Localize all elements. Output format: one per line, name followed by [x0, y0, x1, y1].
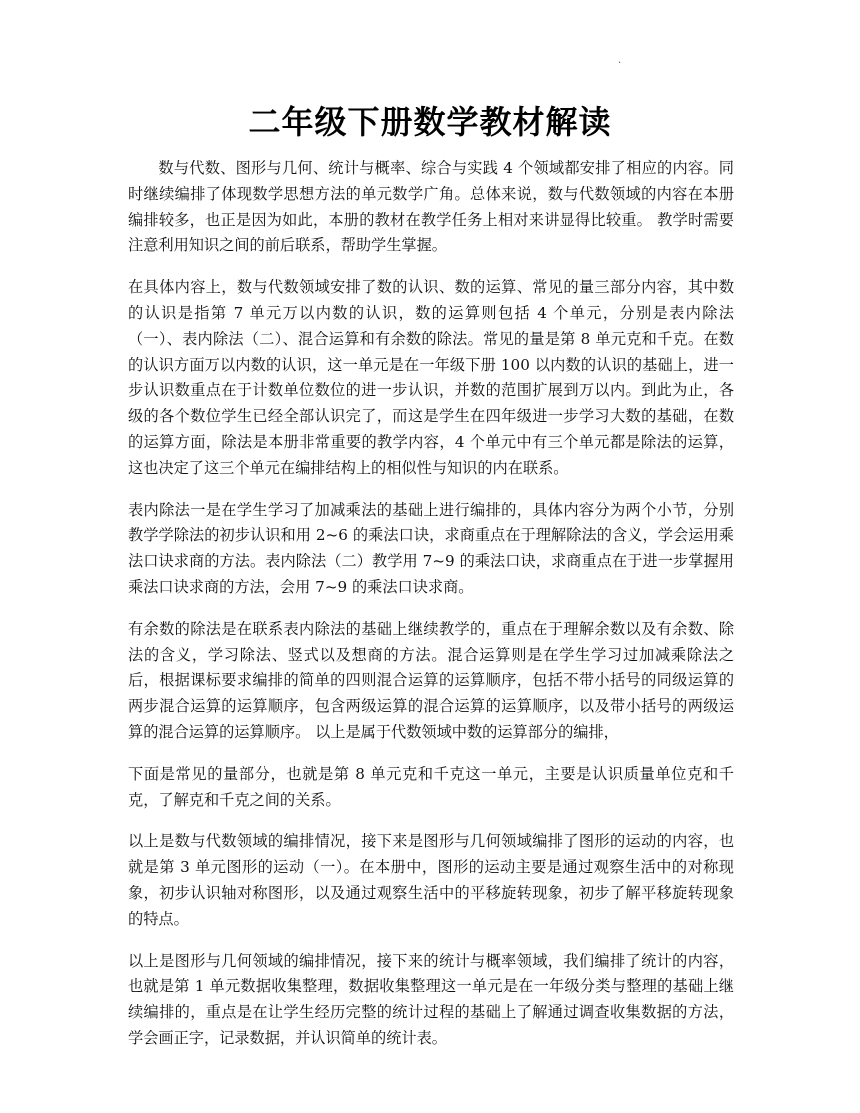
paragraph-statistics: 以上是图形与几何领域的编排情况，接下来的统计与概率领域，我们编排了统计的内容，也就是第 1 单元数据收集整理，数据收集整理这一单元是在一年级分类与整理的基础上继续编排的，重点是在让学生经历完整的统计过程的基础上了解通过调查收集数据的方法，学会画正字，记录数据，并认识简单的统计表。 [128, 951, 734, 1047]
paragraph-geometry: 以上是数与代数领域的编排情况，接下来是图形与几何领域编排了图形的运动的内容，也就是第 3 单元图形的运动（一）。在本册中，图形的运动主要是通过观察生活中的对称现象，初步认识轴对称图形，以及通过观察生活中的平移旋转现象，初步了解平移旋转现象的特点。 [128, 832, 734, 928]
paragraph-table-division: 表内除法一是在学生学习了加减乘法的基础上进行编排的，具体内容分为两个小节，分别教学学除法的初步认识和用 2~6 的乘法口诀，求商重点在于理解除法的含义，学会运用乘法口诀求商的方法。表内除法（二）教学用 7~9 的乘法口诀，求商重点在于进一步掌握用乘法口诀求商的方法，会用 7~9 的乘法口诀求商。 [128, 500, 734, 596]
paragraph-overview: 数与代数、图形与几何、统计与概率、综合与实践 4 个领域都安排了相应的内容。同时继续编排了体现数学思想方法的单元数学广角。总体来说，数与代数领域的内容在本册编排较多，也正是因为如此，本册的教材在教学任务上相对来讲显得比较重。 教学时需要注意利用知识之间的前后联系，帮助学生掌握。 [128, 159, 734, 255]
paragraph-common-quantities: 下面是常见的量部分，也就是第 8 单元克和千克这一单元，主要是认识质量单位克和千克，了解克和千克之间的关系。 [128, 764, 734, 809]
paragraph-number-algebra: 在具体内容上，数与代数领域安排了数的认识、数的运算、常见的量三部分内容，其中数的认识是指第 7 单元万以内数的认识，数的运算则包括 4 个单元，分别是表内除法（一）、表内除法（二）、混合运算和有余数的除法。常见的量是第 8 单元克和千克。在数的认识方面万以内数的认识，这一单元是在一年级下册 100 以内数的认识的基础上，进一步认识数重点在于计数单位数位的进一步认识，并数的范围扩展到万以内。到此为止，各级的各个数位学生已经全部认识完了，而这是学生在四年级进一步学习大数的基础，在数的运算方面，除法是本册非常重要的教学内容，4 个单元中有三个单元都是除法的运算，这也决定了这三个单元在编排结构上的相似性与知识的内在联系。 [128, 278, 734, 477]
document-title: 二年级下册数学教材解读 [248, 103, 612, 141]
paragraph-remainder-division: 有余数的除法是在联系表内除法的基础上继续教学的，重点在于理解余数以及有余数、除法的含义，学习除法、竖式以及想商的方法。混合运算则是在学生学习过加减乘除法之后，根据课标要求编排的简单的四则混合运算的运算顺序，包括不带小括号的同级运算的两步混合运算的运算顺序，包含两级运算的混合运算的运算顺序，以及带小括号的两级运算的混合运算的运算顺序。 以上是属于代数领域中数的运算部分的编排， [128, 619, 734, 741]
corner-dot-mark: . [618, 55, 622, 66]
document-body [128, 156, 734, 1068]
